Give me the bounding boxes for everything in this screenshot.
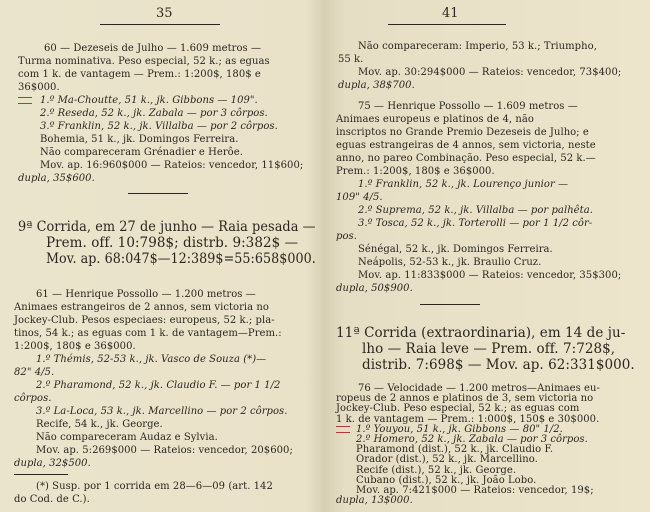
result-third: 3.º La-Loca, 53 k., jk. Marcellino — por 2 côrpos.	[36, 406, 288, 417]
race-heading: 60 — Dezeseis de Julho — 1.609 metros —	[44, 43, 262, 54]
race-text: Jockey-Club. Pesos especiaes: europeus, 52 k.; pla-	[14, 315, 275, 326]
section-divider	[128, 193, 188, 194]
result-third-cont: pos.	[336, 231, 357, 242]
betting-line: Mov. ap. 5:269$000 — Rateios: vencedor, 20$600;	[36, 445, 293, 456]
race-text: tinos, 54 k.; as eguas com 1 k. de vantagem—Prem.:	[14, 328, 282, 339]
page-number-right: 41	[442, 6, 459, 21]
right-page	[330, 0, 648, 512]
betting-line: dupla, 35$600.	[18, 173, 95, 184]
left-page	[0, 0, 318, 512]
runner-line: Pharamond (dist.), 52 k., jk. Claudio F.	[356, 444, 554, 456]
betting-line: dupla, 50$900.	[336, 283, 413, 294]
result-first: 1.º Franklin, 52 k., jk. Lourenço junior —	[358, 179, 569, 190]
result-time: 109" 4/5.	[336, 192, 383, 203]
race-text: ropeus de 2 annos e platinos de 3, sem victoria no	[336, 393, 594, 405]
corrida-text: Prem. off. 10:798$; distrb. 9:382$ —	[46, 235, 299, 251]
result-time: 82" 4/5.	[14, 367, 55, 378]
race-text: 36$000.	[18, 82, 60, 93]
pen-mark	[336, 426, 350, 433]
corrida-heading: 11ª Corrida (extraordinaria), em 14 de ju-	[336, 325, 626, 341]
result-second: 2.º Pharamond, 52 k., jk. Claudio F. — por 1 1/2	[36, 380, 281, 391]
pen-mark	[18, 97, 32, 104]
footnote: do Cod. de C.).	[14, 494, 90, 505]
scratched-line: Não compareceram: Imperio, 53 k.; Triumpho,	[358, 41, 597, 52]
race-text: Animaes estrangeiros de 2 annos, sem victoria no	[14, 302, 269, 313]
footnote: (*) Susp. por 1 corrida em 28—6—09 (art. 142	[36, 481, 273, 492]
betting-line: Mov. ap. 30:294$000 — Rateios: vencedor, 73$400;	[358, 67, 622, 78]
race-text: Prem.: 1:200$, 180$ e 36$000.	[336, 166, 495, 177]
result-third: 3.º Franklin, 52 k., jk. Villalba — por 2 côrpos.	[40, 121, 278, 132]
race-heading: 76 — Velocidade — 1.200 metros—Animaes eu-	[358, 383, 600, 394]
corrida-text: Mov. ap. 68:047$—12:389$=55:658$000.	[46, 251, 316, 267]
betting-line: dupla, 32$500.	[14, 458, 91, 469]
runner-line: Recife, 54 k., jk. George.	[36, 419, 163, 430]
runner-line: Cubano (dist.), 52 k., jk. João Lobo.	[356, 474, 537, 486]
race-text: 1 k. de vantagem — Prem.: 1:000$, 150$ e 30$000.	[336, 413, 600, 425]
race-text: Jockey-Club. Peso especial, 52 k.; as eguas com	[336, 403, 580, 415]
race-text: com 1 k. de vantagem — Prem.: 1:200$, 180$ e	[18, 69, 261, 80]
betting-line: Mov. ap. 16:960$000 — Rateios: vencedor, 11$600;	[40, 160, 304, 171]
result-third: 3.º Tosca, 52 k., jk. Torterolli — por 1 1/2 côr-	[358, 218, 593, 229]
race-heading: 75 — Henrique Possollo — 1.609 metros —	[358, 101, 578, 112]
race-heading: 61 — Henrique Possollo — 1.200 metros —	[36, 289, 256, 300]
header-rule	[100, 24, 220, 25]
result-first: 1.º Youyou, 51 k., jk. Gibbons — 80" 1/2.	[356, 423, 563, 435]
scratched-line: Não compareceram Grénadier e Herôe.	[40, 147, 243, 158]
corrida-text: distrib. 7:698$ — Mov. ap. 62:331$000.	[362, 357, 635, 373]
runner-line: Neápolis, 52-53 k., jk. Braulio Cruz.	[358, 257, 542, 268]
race-text: 1:200$, 180$ e 36$000.	[14, 341, 136, 352]
result-second-cont: côrpos.	[14, 393, 52, 404]
header-rule	[388, 24, 506, 25]
race-text: Turma nominativa. Peso especial, 52 k.; as eguas	[18, 56, 270, 67]
result-second: 2.º Homero, 52 k., jk. Zabala — por 3 côrpos.	[356, 433, 588, 445]
result-second: 2.º Suprema, 52 k., jk. Villalba — por palhêta.	[358, 205, 593, 216]
betting-line: Mov. ap. 11:833$000 — Rateios: vencedor, 35$300;	[358, 270, 622, 281]
scratched-line: Não compareceram Audaz e Sylvia.	[36, 432, 218, 443]
runner-line: Sénégal, 52 k., jk. Domingos Ferreira.	[358, 244, 553, 255]
runner-line: Recife (dist.), 52 k., jk. George.	[356, 464, 517, 476]
result-second: 2.º Reseda, 52 k., jk. Zabala — por 3 côrpos.	[40, 108, 268, 119]
betting-line: dupla, 13$000.	[336, 495, 413, 506]
race-text: Animaes europeus e platinos de 4, não	[336, 114, 534, 125]
result-first: 1.º Ma-Choutte, 51 k., jk. Gibbons — 109".	[40, 95, 258, 106]
betting-line: dupla, 38$700.	[338, 80, 415, 91]
page-number-left: 35	[156, 6, 173, 21]
section-divider	[420, 304, 480, 305]
corrida-heading: 9ª Corrida, em 27 de junho — Raia pesada —	[18, 219, 316, 235]
race-text: anno, no pareo Combinação. Peso especial, 52 k.—	[336, 153, 596, 164]
runner-line: Orador (dist.), 52 k., jk. Marcellino.	[356, 454, 538, 466]
footnote-rule	[14, 474, 68, 475]
betting-line: Mov. ap. 7:421$000 — Rateios: vencedor, 19$;	[356, 484, 594, 496]
race-text: eguas estrangeiras de 4 annos, sem victoria, neste	[336, 140, 596, 151]
race-text: inscriptos no Grande Premio Dezeseis de Julho; e	[336, 127, 589, 138]
corrida-text: lho — Raia leve — Prem. off. 7:728$,	[362, 341, 616, 357]
result-first: 1.º Thémis, 52-53 k., jk. Vasco de Souza (*)—	[36, 354, 267, 365]
scratched-line: 55 k.	[338, 54, 364, 65]
runner-line: Bohemia, 51 k., jk. Domingos Ferreira.	[40, 134, 239, 145]
